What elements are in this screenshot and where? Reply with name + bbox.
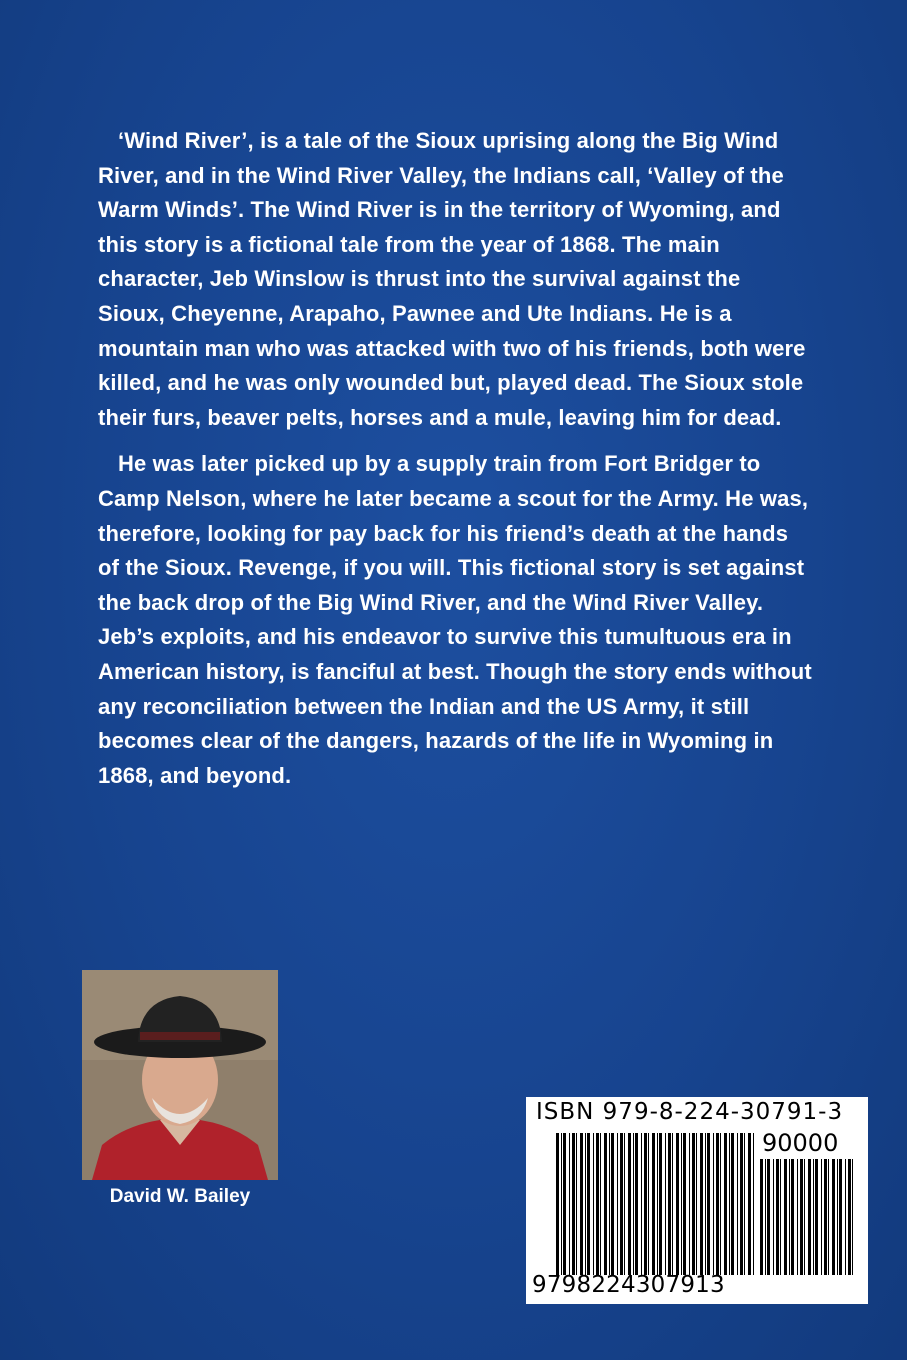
barcode-bar xyxy=(740,1133,743,1275)
barcode-bar xyxy=(804,1159,805,1275)
barcode-bar xyxy=(556,1133,559,1275)
isbn-label: ISBN 979-8-224-30791-3 xyxy=(536,1099,844,1125)
barcode-bar xyxy=(635,1133,638,1275)
barcode-bar xyxy=(641,1133,642,1275)
barcode-bar xyxy=(676,1133,679,1275)
barcode-addon-number: 90000 xyxy=(762,1129,839,1157)
barcode-bar xyxy=(815,1159,818,1275)
barcode-bar xyxy=(737,1133,738,1275)
isbn-barcode xyxy=(526,1097,868,1304)
barcode-bar xyxy=(839,1159,842,1275)
barcode-bar xyxy=(652,1133,655,1275)
barcode-bar xyxy=(644,1133,647,1275)
barcode-bar xyxy=(821,1159,822,1275)
barcode-bar xyxy=(800,1159,803,1275)
barcode-bar xyxy=(776,1159,779,1275)
barcode-bar xyxy=(813,1159,814,1275)
barcode-bar xyxy=(720,1133,721,1275)
barcode-bar xyxy=(585,1133,586,1275)
barcode-bar xyxy=(620,1133,623,1275)
barcode-bar xyxy=(665,1133,666,1275)
barcode-bar xyxy=(683,1133,686,1275)
author-photo xyxy=(82,970,278,1180)
barcode-bar xyxy=(659,1133,662,1275)
barcode-bar xyxy=(648,1133,649,1275)
barcode-addon-bars xyxy=(760,1159,856,1275)
barcode-bar xyxy=(845,1159,846,1275)
barcode-bar xyxy=(587,1133,590,1275)
barcode-bar xyxy=(748,1133,751,1275)
barcode-bar xyxy=(696,1133,697,1275)
barcode-bar xyxy=(611,1133,614,1275)
barcode-bar xyxy=(681,1133,682,1275)
barcode-bar xyxy=(780,1159,781,1275)
barcode-bar xyxy=(600,1133,601,1275)
barcode-bar xyxy=(561,1133,562,1275)
barcode-bar xyxy=(596,1133,599,1275)
barcode-bar xyxy=(731,1133,734,1275)
barcode-bar xyxy=(707,1133,710,1275)
barcode-bar xyxy=(837,1159,838,1275)
barcode-bar xyxy=(705,1133,706,1275)
barcode-bar xyxy=(569,1133,570,1275)
barcode-bar xyxy=(724,1133,727,1275)
barcode-bar xyxy=(628,1133,631,1275)
barcode-bar xyxy=(832,1159,835,1275)
barcode-bar xyxy=(773,1159,774,1275)
blurb-paragraph-1: ‘Wind River’, is a tale of the Sioux uprising along the Big Wind River, and in the Wind River Valley, the Indians call, ‘Valley of the Warm Winds’. The Wind River is in the territory of Wyoming, and this story is a fictional tale from the year of 1868. The main character, Jeb Winslow is thrust into the survival against the Sioux, Cheyenne, Arapaho, Pawnee and Ute Indians. He is a mountain man who was attacked with two of his friends, both were killed, and he was only wounded but, played dead. The Sioux stole their furs, beaver pelts, horses and a mule, leaving him for dead. xyxy=(98,128,806,430)
barcode-bar xyxy=(689,1133,690,1275)
barcode-bar xyxy=(828,1159,829,1275)
barcode-bar xyxy=(760,1159,763,1275)
barcode-bar xyxy=(765,1159,766,1275)
barcode-bar xyxy=(716,1133,719,1275)
barcode-bar xyxy=(657,1133,658,1275)
barcode-bar xyxy=(852,1159,853,1275)
barcode-bar xyxy=(609,1133,610,1275)
barcode-bar xyxy=(624,1133,625,1275)
barcode-bar xyxy=(767,1159,770,1275)
barcode-bar xyxy=(672,1133,673,1275)
barcode-bars xyxy=(556,1133,756,1275)
barcode-bar xyxy=(713,1133,714,1275)
barcode-bar xyxy=(824,1159,827,1275)
barcode-bar xyxy=(617,1133,618,1275)
blurb-paragraph-2: He was later picked up by a supply train from Fort Bridger to Camp Nelson, where he later became a scout for the Army. He was, therefore, looking for pay back for his friend’s death at the hands of the Sioux. Revenge, if you will. This fictional story is set against the back drop of the Big Wind River, and the Wind River Valley. Jeb’s exploits, and his endeavor to survive this tumultuous era in American history, is fanciful at best. Though the story ends without any reconciliation between the Indian and the US Army, it still becomes clear of the dangers, hazards of the life in Wyoming in 1868, and beyond. xyxy=(98,451,812,788)
barcode-bar xyxy=(700,1133,703,1275)
barcode-bar xyxy=(808,1159,811,1275)
barcode-bar xyxy=(797,1159,798,1275)
barcode-bar xyxy=(633,1133,634,1275)
barcode-bar xyxy=(576,1133,577,1275)
barcode-bar xyxy=(789,1159,790,1275)
barcode-bar xyxy=(753,1133,754,1275)
barcode-bar xyxy=(668,1133,671,1275)
back-cover-blurb xyxy=(98,124,813,805)
barcode-bar xyxy=(729,1133,730,1275)
barcode-bar xyxy=(692,1133,695,1275)
barcode-bar xyxy=(580,1133,583,1275)
author-name: David W. Bailey xyxy=(109,1186,251,1207)
barcode-bar xyxy=(744,1133,745,1275)
barcode-bar xyxy=(791,1159,794,1275)
barcode-bar xyxy=(604,1133,607,1275)
barcode-bar xyxy=(784,1159,787,1275)
barcode-digits-text: 9798224307913 xyxy=(532,1272,725,1298)
barcode-bar xyxy=(848,1159,851,1275)
barcode-bar xyxy=(572,1133,575,1275)
author-portrait-icon xyxy=(82,970,278,1180)
barcode-bar xyxy=(563,1133,566,1275)
barcode-bar xyxy=(593,1133,594,1275)
